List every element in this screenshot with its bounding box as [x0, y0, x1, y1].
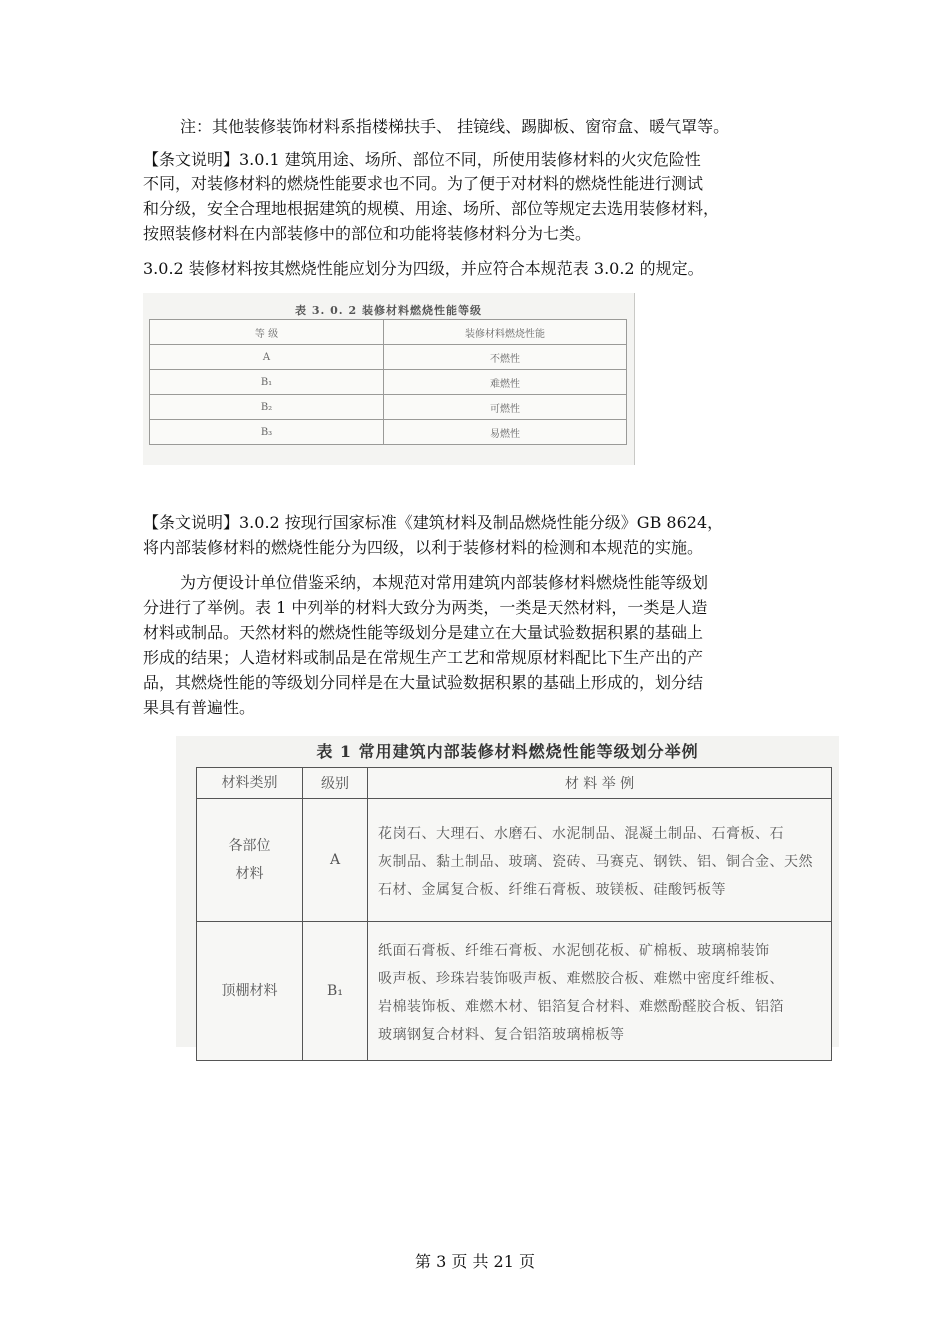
table-1-caption: 表 1 常用建筑内部装修材料燃烧性能等级划分举例 [316, 742, 699, 761]
performance-cell: 可燃性 [384, 395, 627, 420]
examples-line: 吸声板、珍珠岩装饰吸声板、难燃胶合板、难燃中密度纤维板、 [378, 971, 784, 987]
design-ref-line: 材料或制品。天然材料的燃烧性能等级划分是建立在大量试验数据积累的基础上 [143, 623, 704, 642]
design-ref-line: 形成的结果；人造材料或制品是在常规生产工艺和常规原材料配比下生产出的产 [143, 648, 704, 667]
design-ref-line: 分进行了举例。表 1 中列举的材料大致分为两类，一类是天然材料，一类是人造 [143, 598, 708, 617]
explanation-301-line: 不同，对装修材料的燃烧性能要求也不同。为了便于对材料的燃烧性能进行测试 [143, 174, 704, 193]
performance-cell: 不燃性 [384, 345, 627, 370]
performance-cell: 难燃性 [384, 370, 627, 395]
examples-cell [368, 799, 832, 922]
table-header-cell: 装修材料燃烧性能 [384, 320, 627, 345]
design-ref-line: 品，其燃烧性能的等级划分同样是在大量试验数据积累的基础上形成的，划分结 [143, 673, 704, 692]
examples-cell [368, 922, 832, 1061]
design-ref-line: 为方便设计单位借鉴采纳，本规范对常用建筑内部装修材料燃烧性能等级划 [180, 573, 709, 592]
table-302-scan [143, 293, 635, 465]
table-row [150, 345, 627, 370]
table-row [197, 799, 832, 922]
design-ref-line: 果具有普遍性。 [143, 698, 256, 717]
note-paragraph: 注：其他装修装饰材料系指楼梯扶手、 挂镜线、踢脚板、窗帘盒、暖气罩等。 [180, 117, 730, 136]
table-header-cell: 等 级 [150, 320, 384, 345]
table-header-cell: 材 料 举 例 [368, 768, 832, 799]
examples-line: 岩棉装饰板、难燃木材、铝箔复合材料、难燃酚醛胶合板、铝箔 [378, 999, 784, 1015]
table-header-row [197, 768, 832, 799]
table-header-row [150, 320, 627, 345]
table-302 [149, 319, 627, 445]
table-row [197, 922, 832, 1061]
table-1-scan [176, 736, 839, 1047]
explanation-301-line: 和分级，安全合理地根据建筑的规模、用途、场所、部位等规定去选用装修材料， [143, 199, 720, 218]
examples-line: 玻璃钢复合材料、复合铝箔玻璃棉板等 [378, 1027, 625, 1043]
clause-302: 3.0.2 装修材料按其燃烧性能应划分为四级，并应符合本规范表 3.0.2 的规定。 [143, 259, 704, 278]
explanation-302-line: 【条文说明】3.0.2 按现行国家标准《建筑材料及制品燃烧性能分级》GB 8624， [143, 513, 724, 532]
table-302-caption: 表 3. 0. 2 装修材料燃烧性能等级 [295, 304, 482, 317]
category-text: 各部位 [228, 838, 271, 854]
table-header-cell: 材料类别 [197, 768, 303, 799]
grade-cell: A [303, 799, 368, 922]
category-cell [197, 922, 303, 1061]
explanation-301-line: 【条文说明】3.0.1 建筑用途、场所、部位不同，所使用装修材料的火灾危险性 [143, 150, 701, 169]
table-1 [196, 767, 832, 1061]
performance-cell: 易燃性 [384, 420, 627, 445]
explanation-302-line: 将内部装修材料的燃烧性能分为四级，以利于装修材料的检测和本规范的实施。 [143, 538, 704, 557]
examples-line: 纸面石膏板、纤维石膏板、水泥刨花板、矿棉板、玻璃棉装饰 [378, 943, 770, 959]
examples-line: 灰制品、黏土制品、玻璃、瓷砖、马赛克、钢铁、铝、铜合金、天然 [378, 854, 813, 870]
category-cell [197, 799, 303, 922]
grade-cell: B₂ [150, 395, 384, 420]
examples-line: 石材、金属复合板、纤维石膏板、玻镁板、硅酸钙板等 [378, 882, 726, 898]
table-row [150, 420, 627, 445]
examples-line: 花岗石、大理石、水磨石、水泥制品、混凝土制品、石膏板、石 [378, 826, 784, 842]
table-row [150, 395, 627, 420]
category-text: 顶棚材料 [221, 983, 278, 999]
table-header-cell: 级别 [303, 768, 368, 799]
grade-cell: B₃ [150, 420, 384, 445]
category-text: 材料 [235, 866, 264, 882]
page-number: 第 3 页 共 21 页 [415, 1252, 535, 1271]
grade-cell: A [150, 345, 384, 370]
explanation-301-line: 按照装修材料在内部装修中的部位和功能将装修材料分为七类。 [143, 224, 592, 243]
grade-cell: B₁ [303, 922, 368, 1061]
table-row [150, 370, 627, 395]
grade-cell: B₁ [150, 370, 384, 395]
